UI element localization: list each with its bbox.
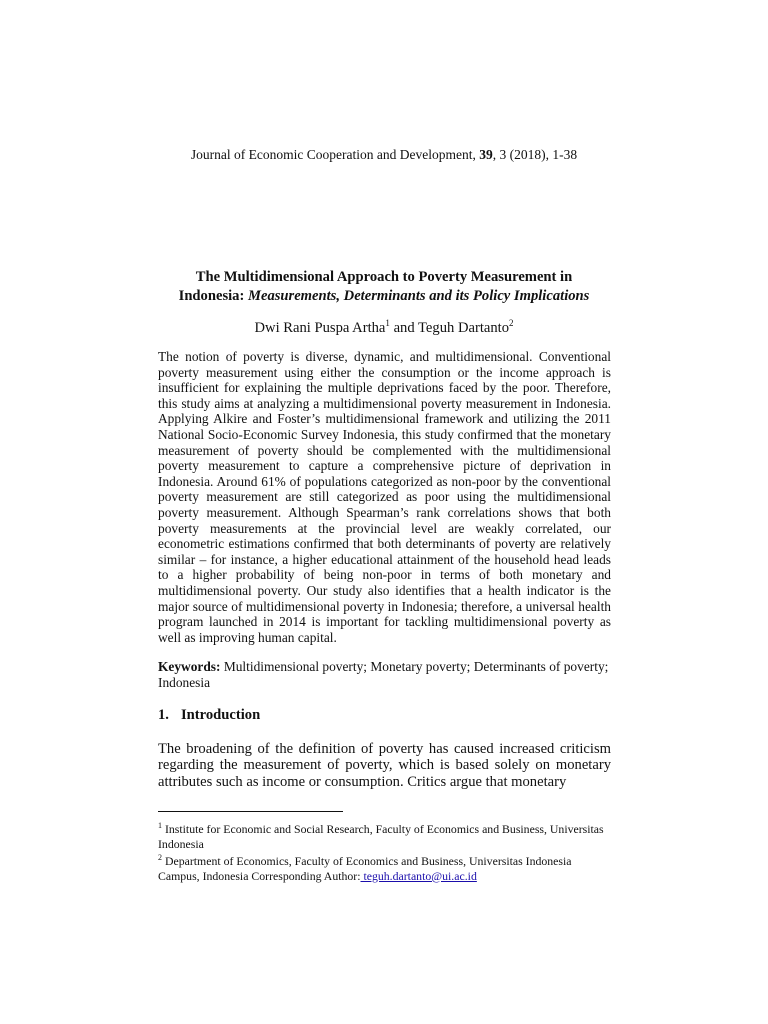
author-2-footnote-mark[interactable]: 2 [509,318,514,328]
keywords [158,659,611,690]
footnote-2-text: Department of Economics, Faculty of Economics and Business, Universitas Indonesia Campus, Indonesia Corresponding Author: [158,854,572,883]
title-line-1: The Multidimensional Approach to Poverty Measurement in [195,269,573,285]
introduction-paragraph: The broadening of the definition of poverty has caused increased criticism regarding the measurement of poverty, which is based solely on monetary attributes such as income or consumption. Critics argue that monetary [158,741,611,790]
corresponding-author-email-link[interactable]: teguh.dartanto@ui.ac.id [360,868,477,883]
journal-volume: 39 [479,147,493,162]
footnotes [158,819,611,883]
author-2: Teguh Dartanto [418,319,509,336]
author-1: Dwi Rani Puspa Artha [254,319,386,336]
footnote-1 [158,819,611,851]
author-connector: and [389,319,419,336]
section-heading-introduction [158,707,260,724]
footnote-1-mark: 1 [158,821,162,830]
author-list [0,318,768,337]
journal-issue-pages: , 3 (2018), 1-38 [492,147,578,162]
keywords-label: Keywords: [158,659,221,674]
keywords-text: Multidimensional poverty; Monetary poverty; Determinants of poverty; Indonesia [158,659,609,690]
journal-citation [0,147,768,163]
title-line-2 [140,287,628,306]
abstract: The notion of poverty is diverse, dynamic, and multidimensional. Conventional poverty measurement using either the consumption or the income approach is insufficient for explaining the multiple deprivations faced by the poor. Therefore, this study aims at analyzing a multidimensional poverty measurement in Indonesia. Applying Alkire and Foster’s multidimensional framework and utilizing the 2011 National Socio-Economic Survey Indonesia, this study confirmed that the monetary measurement of poverty should be complemented with the multidimensional poverty measurement to capture a comprehensive picture of deprivation in Indonesia. Around 61% of populations categorized as non-poor by the conventional poverty measurement are still categorized as poor using the multidimensional poverty measurement. Although Spearman’s rank correlations shows that both poverty measurements at the provincial level are weakly correlated, our econometric estimations confirmed that both determinants of poverty are relatively similar – for instance, a higher educational attainment of the household head leads to a higher probability of being non-poor in terms of both monetary and multidimensional poverty. Our study also identifies that a health indicator is the major source of multidimensional poverty in Indonesia; therefore, a universal health program launched in 2014 is important for tackling multidimensional poverty as well as improving human capital. [158,349,611,645]
title-line-2-plain: Indonesia: [178,288,248,304]
footnote-2-mark: 2 [158,853,162,863]
section-title: Introduction [181,707,261,723]
title-line-2-italic: Measurements, Determinants and its Policy Implications [247,288,590,304]
footnote-divider [158,811,343,812]
footnote-2 [158,851,611,883]
footnote-1-text: Institute for Economic and Social Research, Faculty of Economics and Business, Universitas Indonesia [158,821,604,851]
author-1-footnote-mark[interactable]: 1 [385,318,390,328]
journal-name: Journal of Economic Cooperation and Development, [190,147,480,162]
section-number: 1. [158,707,169,723]
paper-title [140,268,628,306]
